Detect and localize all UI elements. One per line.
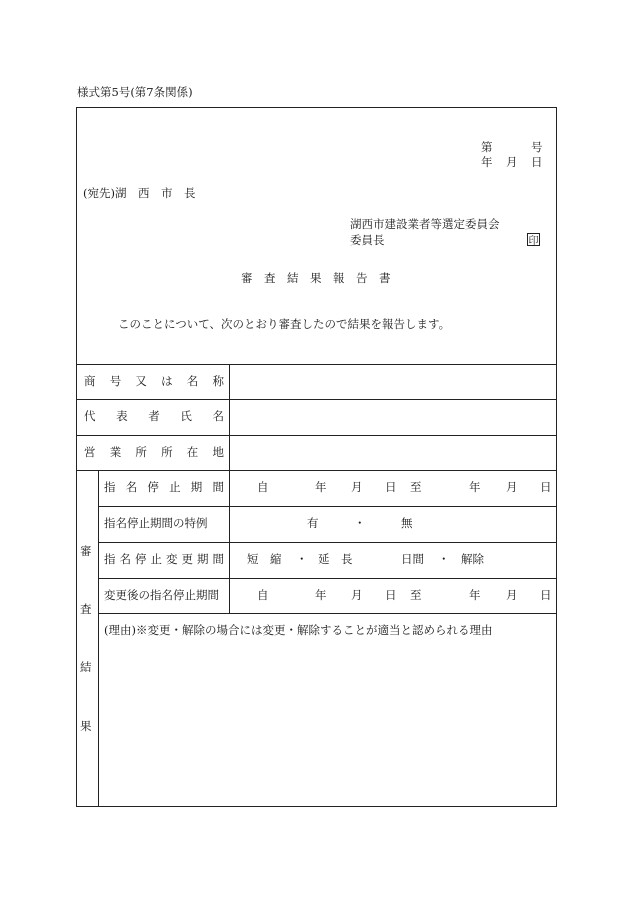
separator-dot: ・ — [296, 552, 308, 566]
no-option: 無 — [401, 516, 413, 530]
change-period-label: 指 名 停 止 変 更 期 間 — [104, 552, 224, 566]
year-marker: 年 — [469, 588, 481, 602]
column-divider — [229, 364, 230, 613]
day-marker: 日 — [540, 588, 552, 602]
suspension-period-label: 指 名 停 止 期 間 — [104, 480, 224, 494]
office-address-label: 営 業 所 所 在 地 — [84, 445, 224, 459]
date-day: 日 — [531, 155, 543, 169]
cancel-option: 解除 — [461, 552, 484, 566]
row-divider — [76, 435, 557, 436]
from-marker: 自 — [257, 588, 269, 602]
date-year: 年 — [481, 155, 493, 169]
column-divider — [98, 470, 99, 806]
reason-text: (理由)※変更・解除の場合には変更・解除することが適当と認められる理由 — [104, 623, 493, 637]
review-side-char: 査 — [80, 602, 92, 616]
review-side-char: 審 — [80, 544, 92, 558]
row-divider — [98, 578, 557, 579]
year-marker: 年 — [315, 480, 327, 494]
special-case-label: 指名停止期間の特例 — [104, 516, 208, 530]
representative-label: 代 表 者 氏 名 — [84, 409, 224, 423]
after-change-label: 変更後の指名停止期間 — [104, 588, 219, 602]
intro-text: このことについて、次のとおり審査したので結果を報告します。 — [118, 317, 451, 331]
row-divider — [76, 399, 557, 400]
row-divider — [98, 506, 557, 507]
addressee: (宛先)湖 西 市 長 — [83, 186, 196, 200]
yes-option: 有 — [307, 516, 319, 530]
month-marker: 月 — [351, 480, 363, 494]
extend-option: 延 長 — [318, 552, 353, 566]
committee-name: 湖西市建設業者等選定委員会 — [350, 217, 500, 231]
form-number-label: 様式第5号(第7条関係) — [77, 85, 193, 99]
seal-mark: 印 — [527, 233, 540, 246]
from-marker: 自 — [257, 480, 269, 494]
date-month: 月 — [506, 155, 518, 169]
year-marker: 年 — [469, 480, 481, 494]
day-marker: 日 — [385, 588, 397, 602]
number-prefix: 第 — [481, 140, 493, 154]
document-title: 審 査 結 果 報 告 書 — [241, 271, 391, 285]
month-marker: 月 — [506, 480, 518, 494]
row-divider — [76, 364, 557, 365]
year-marker: 年 — [315, 588, 327, 602]
to-marker: 至 — [410, 480, 422, 494]
month-marker: 月 — [351, 588, 363, 602]
separator-dot: ・ — [354, 516, 366, 530]
review-side-char: 結 — [80, 660, 92, 674]
row-divider — [76, 470, 557, 471]
days-unit: 日間 — [401, 552, 424, 566]
company-name-label: 商 号 又 は 名 称 — [84, 374, 224, 388]
number-suffix: 号 — [531, 140, 543, 154]
month-marker: 月 — [506, 588, 518, 602]
chair-title: 委員長 — [350, 233, 385, 247]
day-marker: 日 — [540, 480, 552, 494]
shorten-option: 短 縮 — [247, 552, 282, 566]
separator-dot: ・ — [438, 552, 450, 566]
review-side-char: 果 — [80, 719, 92, 733]
to-marker: 至 — [410, 588, 422, 602]
row-divider — [98, 613, 557, 614]
row-divider — [98, 542, 557, 543]
day-marker: 日 — [385, 480, 397, 494]
